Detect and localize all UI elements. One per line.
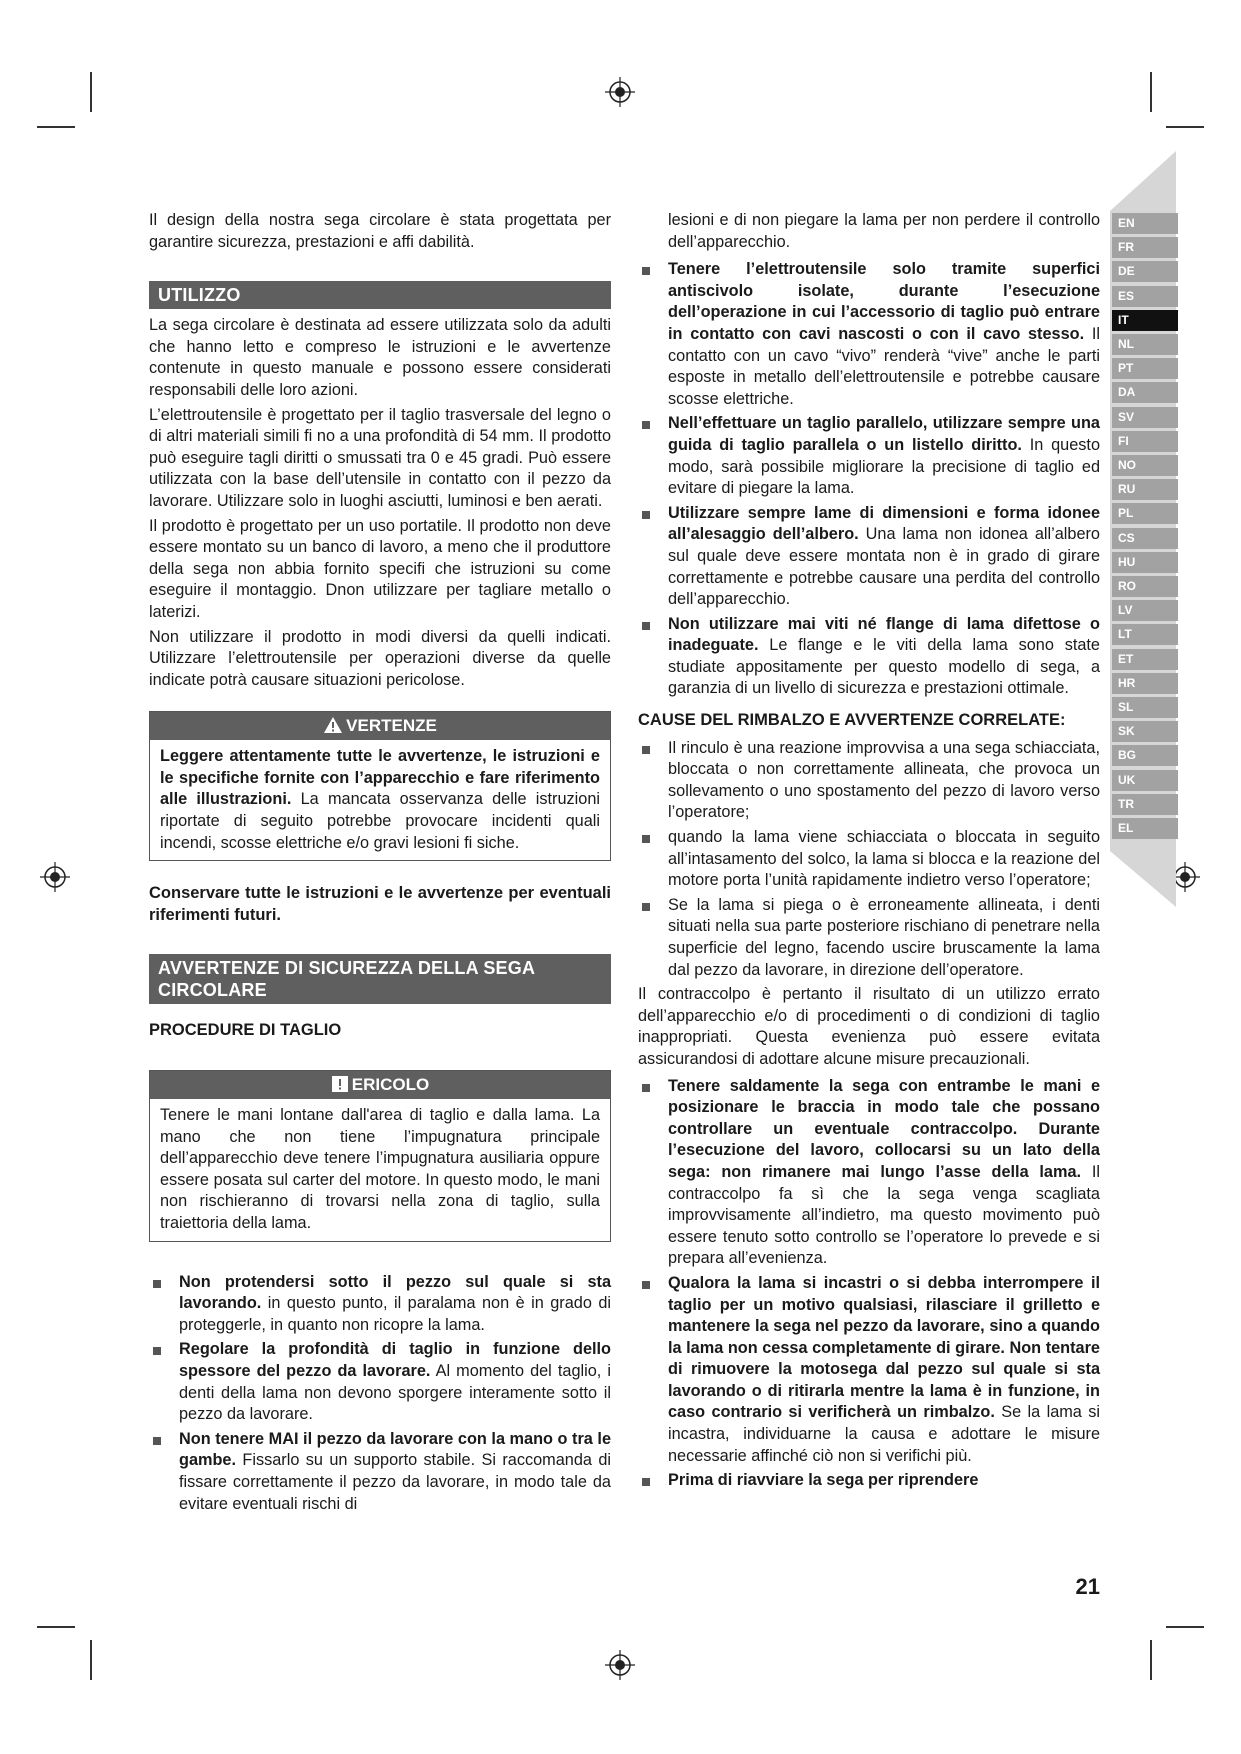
language-tab-pt[interactable]: PT bbox=[1112, 358, 1178, 379]
crop-mark bbox=[37, 1626, 75, 1628]
right-column bbox=[638, 210, 1100, 1495]
list-item: Non utilizzare mai viti né flange di lama difettose o inadeguate. Le flange e le viti della lama sono state studiate appositamente per questo modello di sega, a garanzia di un livello di sicurezza e prestazioni ottimale. bbox=[638, 614, 1100, 700]
final-bullet-list bbox=[638, 1076, 1100, 1492]
utilizzo-paragraph-4: Non utilizzare il prodotto in modi diversi da quelli indicati. Utilizzare l’elettroutensile per operazioni diverse da quelle indicate potrà causare situazioni pericolose. bbox=[149, 627, 611, 689]
language-tab-tr[interactable]: TR bbox=[1112, 794, 1178, 815]
list-item: Tenere l’elettroutensile solo tramite superfici antiscivolo isolate, durante l’esecuzione dell’operazione in cui l’accessorio di taglio può entrare in contatto con cavi nascosti o con il cavo stesso. Il contatto con un cavo “vivo” renderà “vive” anche le parti esposte in metallo dell’elettroutensile e potrebbe causare scosse elettriche. bbox=[638, 259, 1100, 410]
language-tab-lv[interactable]: LV bbox=[1112, 600, 1178, 621]
danger-icon bbox=[331, 1075, 349, 1093]
language-tab-hr[interactable]: HR bbox=[1112, 673, 1178, 694]
crop-mark bbox=[90, 72, 92, 112]
sicurezza-header: AVVERTENZE DI SICUREZZA DELLA SEGA CIRCOLARE bbox=[149, 954, 611, 1004]
pericolo-box bbox=[149, 1070, 611, 1242]
registration-mark-icon bbox=[605, 1650, 635, 1680]
left-column bbox=[149, 210, 611, 1518]
crop-mark bbox=[37, 126, 75, 128]
registration-mark-icon bbox=[605, 77, 635, 107]
avvertenze-box-title: VERTENZE bbox=[346, 716, 437, 736]
language-tab-ru[interactable]: RU bbox=[1112, 479, 1178, 500]
list-item: Nell’effettuare un taglio parallelo, utilizzare sempre una guida di taglio parallela o un listello diritto. In questo modo, sarà possibile migliorare la precisione di taglio ed evitare di piegare la lama. bbox=[638, 413, 1100, 499]
language-tab-no[interactable]: NO bbox=[1112, 455, 1178, 476]
list-item: Qualora la lama si incastri o si debba interrompere il taglio per un motivo qualsiasi, rilasciare il grilletto e mantenere la sega nel pezzo da lavorare, sino a quando la lama non cessa completamente di girare. Non tentare di rimuovere la motosega dal pezzo sul quale si sta lavorando o di ritirarla mentre la lama è in funzione, in caso contrario si verificherà un rimbalzo. Se la lama si incastra, individuarne la causa e adottare le misure necessarie affinché ciò non si verifichi più. bbox=[638, 1273, 1100, 1467]
crop-mark bbox=[1166, 126, 1204, 128]
language-tab-da[interactable]: DA bbox=[1112, 382, 1178, 403]
language-tab-et[interactable]: ET bbox=[1112, 649, 1178, 670]
language-tab-sl[interactable]: SL bbox=[1112, 697, 1178, 718]
procedure-title: PROCEDURE DI TAGLIO bbox=[149, 1021, 342, 1040]
language-tab-ro[interactable]: RO bbox=[1112, 576, 1178, 597]
language-tab-uk[interactable]: UK bbox=[1112, 770, 1178, 791]
crop-mark bbox=[1166, 1626, 1204, 1628]
pericolo-box-header bbox=[150, 1071, 610, 1099]
avvertenze-box-header bbox=[150, 712, 610, 740]
language-tab-es[interactable]: ES bbox=[1112, 286, 1178, 307]
pericolo-box-title: ERICOLO bbox=[351, 1075, 430, 1095]
rimbalzo-title: CAUSE DEL RIMBALZO E AVVERTENZE CORRELATE: bbox=[638, 711, 1066, 730]
language-tab-el[interactable]: EL bbox=[1112, 818, 1178, 839]
list-item: Se la lama si piega o è erroneamente allineata, i denti situati nella sua parte posteriore rischiano di penetrare nella superficie del legno, facendo uscire bruscamente la lama dal pezzo da lavorare, in direzione dell’operatore. bbox=[638, 895, 1100, 981]
language-tab-fi[interactable]: FI bbox=[1112, 431, 1178, 452]
pericolo-text: Tenere le mani lontane dall'area di taglio e dalla lama. La mano che non tiene l’impugnatura principale dell’apparecchio deve tenere l’impugnatura ausiliaria oppure essere posata sul carter del motore. In questo modo, le mani non rischieranno di trovarsi nella zona di taglio, sulla traiettoria della lama. bbox=[160, 1106, 600, 1232]
list-item: Non protendersi sotto il pezzo sul quale si sta lavorando. in questo punto, il paralama non è in grado di proteggerle, in quanto non ricopre la lama. bbox=[149, 1272, 611, 1337]
list-item: quando la lama viene schiacciata o bloccata in seguito all’intasamento del solco, la lama si blocca e la reazione del motore porta l’unità rapidamente indietro verso l’operatore; bbox=[638, 827, 1100, 892]
conservare-note: Conservare tutte le istruzioni e le avvertenze per eventuali riferimenti futuri. bbox=[149, 884, 611, 924]
contraccolpo-paragraph: Il contraccolpo è pertanto il risultato di un utilizzo errato dell’apparecchio e/o di procedimenti o di condizioni di taglio inappropriati. Questa evenienza può essere evitata assicurandosi di adottare alcune misure precauzionali. bbox=[638, 985, 1100, 1068]
language-tab-bg[interactable]: BG bbox=[1112, 745, 1178, 766]
left-bullet-list bbox=[149, 1272, 611, 1516]
language-tab-de[interactable]: DE bbox=[1112, 261, 1178, 282]
rimbalzo-bullet-list bbox=[638, 738, 1100, 982]
continuation-text: lesioni e di non piegare la lama per non perdere il controllo dell’apparecchio. bbox=[668, 211, 1100, 251]
crop-mark bbox=[90, 1640, 92, 1680]
language-tab-lt[interactable]: LT bbox=[1112, 624, 1178, 645]
list-item: Utilizzare sempre lame di dimensioni e forma idonee all’alesaggio dell’albero. Una lama non idonea all’albero sul quale deve essere montata non è in grado di girare correttamente e potrebbe causare una perdita del controllo dell’apparecchio. bbox=[638, 503, 1100, 611]
language-tab-sv[interactable]: SV bbox=[1112, 407, 1178, 428]
avvertenze-text: La mancata osservanza delle istruzioni riportate di seguito potrebbe provocare incidenti quali incendi, scosse elettriche e/o gravi lesioni fi siche. bbox=[160, 790, 600, 852]
language-tab-en[interactable]: EN bbox=[1112, 213, 1178, 234]
utilizzo-paragraph-2: L’elettroutensile è progettato per il taglio trasversale del legno o di altri materiali simili fi no a una profondità di 54 mm. Il prodotto può eseguire tagli diritti o smussati tra 0 e 45 gradi. Può essere utilizzata con la base dell’utensile in contatto con il pezzo da lavorare. Utilizzare solo in luoghi asciutti, luminosi e ben aerati. bbox=[149, 405, 611, 510]
registration-mark-icon bbox=[40, 862, 70, 892]
language-tab-it[interactable]: IT bbox=[1112, 310, 1178, 331]
page-number: 21 bbox=[1075, 1574, 1100, 1599]
utilizzo-paragraph-1: La sega circolare è destinata ad essere utilizzata solo da adulti che hanno letto e compreso le istruzioni e le avvertenze contenute in questo manuale e possono essere considerati responsabili delle loro azioni. bbox=[149, 316, 611, 399]
crop-mark bbox=[1150, 1640, 1152, 1680]
language-tab-nl[interactable]: NL bbox=[1112, 334, 1178, 355]
list-item: Prima di riavviare la sega per riprendere bbox=[638, 1470, 1100, 1492]
avvertenze-box bbox=[149, 711, 611, 861]
list-item: Regolare la profondità di taglio in funzione dello spessore del pezzo da lavorare. Al momento del taglio, i denti della lama non devono sporgere interamente sotto il pezzo da lavorare. bbox=[149, 1339, 611, 1425]
intro-paragraph: Il design della nostra sega circolare è stata progettata per garantire sicurezza, prestazioni e affi dabilità. bbox=[149, 211, 611, 251]
utilizzo-paragraph-3: Il prodotto è progettato per un uso portatile. Il prodotto non deve essere montato su un banco di lavoro, a meno che il produttore della sega non abbia fornito specifi che istruzioni su come eseguire il montaggio. Dnon utilizzare per tagliare metallo o laterizi. bbox=[149, 516, 611, 621]
right-bullet-list bbox=[638, 259, 1100, 700]
utilizzo-header: UTILIZZO bbox=[149, 281, 611, 309]
language-tab-fr[interactable]: FR bbox=[1112, 237, 1178, 258]
list-item: Il rinculo è una reazione improvvisa a una sega schiacciata, bloccata o non correttamente allineata, che provoca un sollevamento o uno spostamento del pezzo di lavoro verso l’operatore; bbox=[638, 738, 1100, 824]
language-tab-sk[interactable]: SK bbox=[1112, 721, 1178, 742]
language-tab-cs[interactable]: CS bbox=[1112, 528, 1178, 549]
warning-icon bbox=[323, 716, 343, 734]
language-tabs bbox=[1110, 151, 1176, 907]
list-item: Tenere saldamente la sega con entrambe le mani e posizionare le braccia in modo tale che possano controllare un eventuale contraccolpo. Durante l’esecuzione del lavoro, collocarsi su un lato della sega: non rimanere mai lungo l’asse della lama. Il contraccolpo fa sì che la sega venga scagliata improvvisamente all’indietro, ma questo movimento può essere tenuto sotto controllo se l’operatore lo prevede e si prepara all’evenienza. bbox=[638, 1076, 1100, 1270]
avvertenze-bold: Leggere attentamente tutte le avvertenze, le istruzioni e le specifiche fornite con l’apparecchio e fare riferimento alle illustrazioni. bbox=[160, 747, 600, 809]
crop-mark bbox=[1150, 72, 1152, 112]
language-tab-pl[interactable]: PL bbox=[1112, 503, 1178, 524]
list-item: Non tenere MAI il pezzo da lavorare con la mano o tra le gambe. Fissarlo su un supporto stabile. Si raccomanda di fissare correttamente il pezzo da lavorare, in modo tale da evitare eventuali rischi di bbox=[149, 1429, 611, 1515]
language-tab-hu[interactable]: HU bbox=[1112, 552, 1178, 573]
